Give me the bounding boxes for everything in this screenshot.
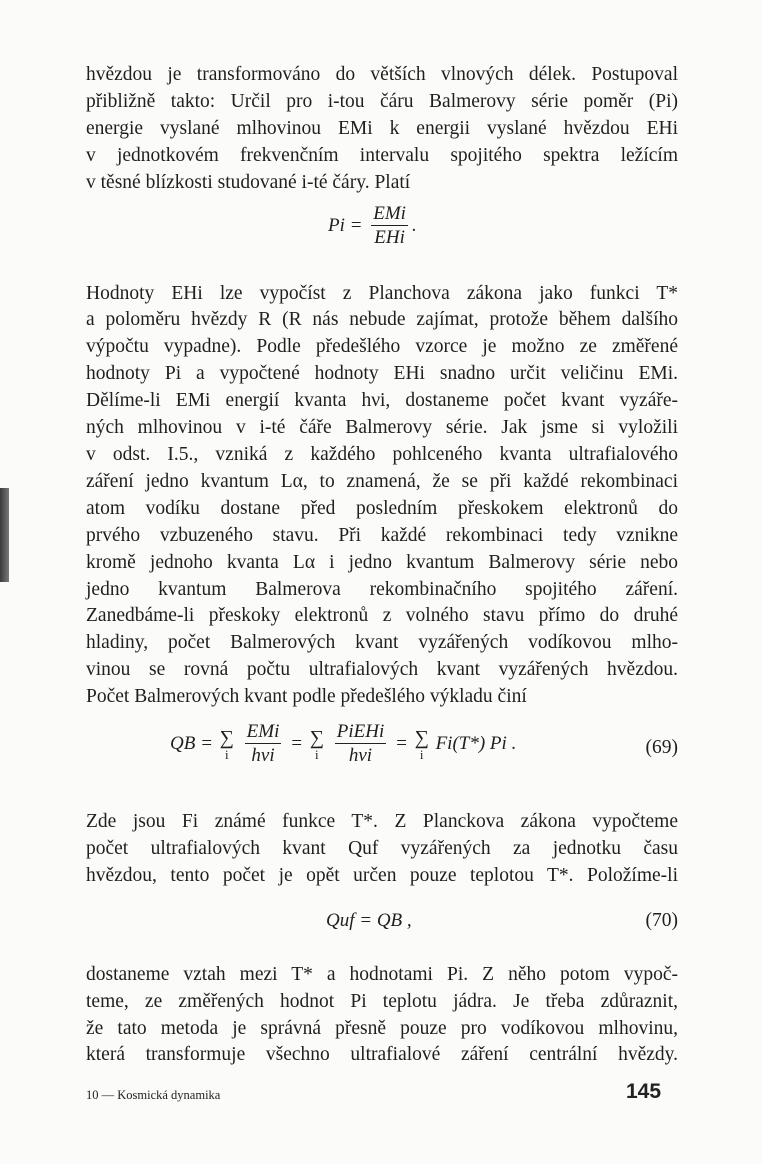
text-line: v odst. I.5., vzniká z každého pohlceného kvanta ultrafialového bbox=[86, 443, 678, 465]
page-body: hvězdou je transformováno do větších vlnových délek. Postupoval přibližně takto: Určil pro i-tou čáru Balmerovy série poměr (Pi) energie vyslané mlhovinou EMi k energii vyslané hvězdou EHi v jednotkovém frekvenčním intervalu spojitého spektra ležícím v těsné blízkosti studované i-té čáry. Platí Pi = $\frac{\text{EMi}}{\text{EHi}}$ . Hodnoty EHi lze vypočíst z Planchova zákona jako funkci T* a poloměru hvězdy R (R nás nebude zajímat, protože během dalšího výpočtu vypadne). Podle předešlého vzorce je možno ze změřené hodnoty Pi a vypočtené hodnoty EHi snadno určit veličinu EMi. Dělíme-li EMi energií kvanta hνi, dostaneme počet kvant vyzáře- ných mlhovinou v i-té čáře Balmerovy série. Jak jsme si vyložili v odst. I.5., vzniká z každého pohlceného kvanta ultrafialového záření jedno kvantum Lα, to znamená, že se při každé rekombinaci atom vodíku dostane před posledním přeskokem elektronů do prvého vzbuzeného stavu. Při každé rekombinaci tedy vznikne kromě jednoho kvanta Lα i jedno kvantum Balmerovy série nebo jedno kvantum Balmerova rekombinačního spojitého záření. Zanedbáme-li přeskoky elektronů z volného stavu přímo do druhé hladiny, počet Balmerových kvant vyzářených vodíkovou mlho- vinou se rovná počtu ultrafialových kvant vyzářených hvězdou. Počet Balmerových kvant podle předešlého výkladu činí QB = ∑ i $\frac{\text{EMi}}{\text{hνi}}$ = ∑ i $\frac{\text{PiEHi}}{\text{hνi}}$ = ∑ i Fi(T*) Pi . (69) Zde jsou Fi známé funkce T*. Z Planckova zákona vypočteme počet ultrafialových kvant Quf vyzářených za jednotku času hvězdou, tento počet je opět určen pouze teplotou T*. Položíme-li Quf = QB , (70) dostaneme vztah mezi T* a hodnotami Pi. Z něho potom vypoč- teme, ze změřených hodnot Pi teplotu jádra. Je třeba zdůraznit, že tato metoda je správná přesně pouze pro vodíkovou mlhovinu, která transformuje všechno ultrafialové záření centrální hvězdy. bbox=[86, 62, 678, 1069]
eq69-denominator-1: hνi bbox=[251, 745, 275, 767]
text-line: hladiny, počet Balmerových kvant vyzářených vodíkovou mlho- bbox=[86, 632, 678, 654]
sum-symbol: ∑ i bbox=[219, 726, 234, 762]
text-line: ných mlhovinou v i-té čáře Balmerovy série. Jak jsme si vyložili bbox=[86, 417, 678, 439]
text-line: vinou se rovná počtu ultrafialových kvant vyzářených hvězdou. bbox=[86, 659, 678, 681]
eq-tail: . bbox=[411, 214, 417, 236]
text-line: jedno kvantum Balmerova rekombinačního spojitého záření. bbox=[86, 578, 678, 600]
sum-symbol: ∑ i bbox=[309, 726, 324, 762]
paragraph-3 bbox=[86, 809, 678, 890]
text-line: Hodnoty EHi lze vypočíst z Planchova zákona jako funkci T* bbox=[86, 282, 678, 304]
text-line: počet ultrafialových kvant Quf vyzářených za jednotku času bbox=[86, 837, 678, 859]
eq69-denominator-2: hνi bbox=[348, 745, 373, 767]
sum-index: i bbox=[315, 746, 319, 762]
eq69-rhs: Fi(T*) Pi . bbox=[435, 732, 517, 754]
text-line: energie vyslané mlhovinou EMi k energii vyslané hvězdou EHi bbox=[86, 117, 678, 139]
text-line: v těsné blízkosti studované i-té čáry. Platí bbox=[86, 171, 411, 193]
eq69-numerator-1: EMi bbox=[246, 721, 280, 743]
sum-index: i bbox=[419, 746, 424, 762]
text-line: dostaneme vztah mezi T* a hodnotami Pi. Z něho potom vypoč- bbox=[86, 963, 678, 985]
paragraph-2 bbox=[86, 281, 678, 712]
text-line: Dělíme-li EMi energií kvanta hνi, dostaneme počet kvant vyzáře- bbox=[86, 390, 678, 412]
eq-fraction bbox=[371, 203, 408, 250]
text-line: a poloměru hvězdy R (R nás nebude zajímat, protože během dalšího bbox=[86, 309, 678, 331]
text-line: hodnoty Pi a vypočtené hodnoty EHi snadno určit veličinu EMi. bbox=[86, 363, 678, 385]
text-line: že tato metoda je správná přesně pouze pro vodíkovou mlhovinu, bbox=[86, 1017, 678, 1039]
text-line: prvého vzbuzeného stavu. Při každé rekombinaci tedy vznikne bbox=[86, 524, 678, 546]
text-line: v jednotkovém frekvenčním intervalu spojitého spektra ležícím bbox=[86, 144, 678, 166]
eq69-fraction-2 bbox=[335, 721, 387, 768]
text-line: hvězdou je transformováno do větších vlnových délek. Postupoval bbox=[86, 64, 678, 85]
text-line: Počet Balmerových kvant podle předešlého výkladu činí bbox=[86, 686, 527, 708]
paragraph-1 bbox=[86, 62, 678, 197]
text-line: Zde jsou Fi známé funkce T*. Z Planckova zákona vypočteme bbox=[86, 811, 678, 833]
paragraph-4 bbox=[86, 962, 678, 1070]
eq-denominator: EHi bbox=[374, 226, 405, 248]
eq-numerator: EMi bbox=[373, 202, 406, 224]
text-line: Zanedbáme-li přeskoky elektronů z volného stavu přímo do druhé bbox=[86, 605, 678, 627]
equation-number-70: (70) bbox=[645, 909, 678, 931]
sum-index: i bbox=[224, 746, 229, 762]
text-line: teme, ze změřených hodnot Pi teplotu jádra. Je třeba zdůraznit, bbox=[86, 990, 678, 1012]
page-edge-mark bbox=[0, 488, 9, 582]
text-line: kromě jednoho kvanta Lα i jedno kvantum Balmerovy série nebo bbox=[86, 551, 678, 573]
text-line: výpočtu vypadne). Podle předešlého vzorce je možno ze změřené bbox=[86, 336, 678, 358]
text-line: přibližně takto: Určil pro i-tou čáru Balmerovy série poměr (Pi) bbox=[86, 90, 678, 112]
footer-signature: 10 — Kosmická dynamika bbox=[86, 1088, 221, 1102]
equation-number-69: (69) bbox=[645, 737, 678, 759]
eq69-lhs: QB = bbox=[170, 732, 213, 754]
page-number: 145 bbox=[626, 1080, 662, 1103]
text-line: hvězdou, tento počet je opět určen pouze teplotou T*. Položíme-li bbox=[86, 864, 678, 886]
eq69-fraction-1 bbox=[245, 721, 282, 768]
eq70-formula: Quf = QB , bbox=[326, 909, 412, 931]
text-line: atom vodíku dostane před posledním přeskokem elektronů do bbox=[86, 497, 678, 519]
eq69-numerator-2: PiEHi bbox=[336, 721, 385, 743]
text-line: která transformuje všechno ultrafialové záření centrální hvězdy. bbox=[86, 1044, 678, 1066]
sum-symbol: ∑ i bbox=[414, 726, 429, 762]
eq-lhs: Pi bbox=[328, 214, 345, 236]
text-line: záření jedno kvantum Lα, to znamená, že se při každé rekombinaci bbox=[86, 470, 678, 492]
